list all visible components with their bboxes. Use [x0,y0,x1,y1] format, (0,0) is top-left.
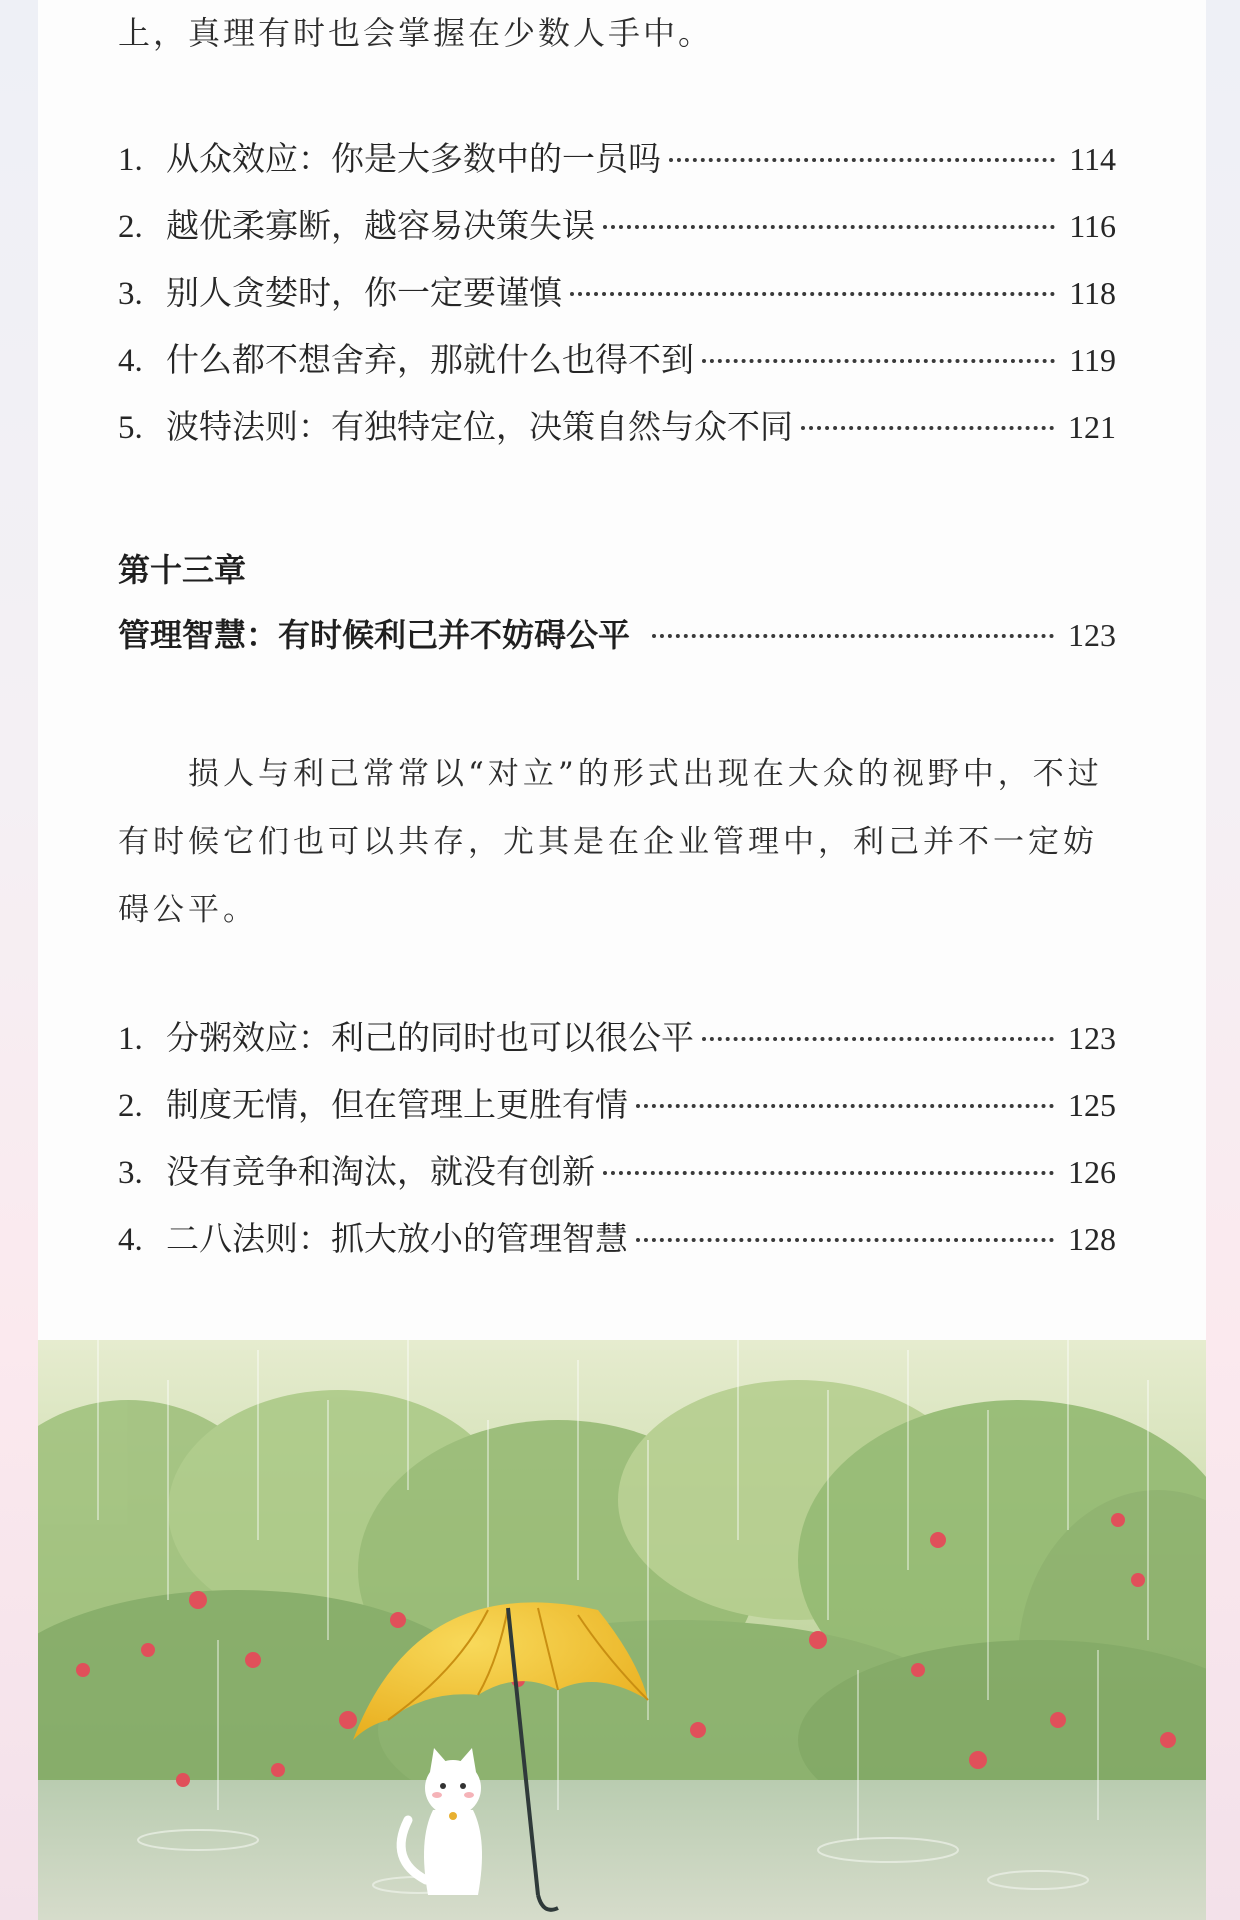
toc-entry-title: 从众效应：你是大多数中的一员吗 [166,139,661,178]
toc-section-a [118,133,1116,468]
toc-entry-number: 2. [118,1088,143,1124]
toc-entry-number: 2. [118,209,143,245]
toc-entry-number: 1. [118,142,143,178]
toc-entry-page: 125 [1068,1087,1116,1123]
toc-entry[interactable] [118,401,1116,468]
toc-entry-title: 越优柔寡断，越容易决策失误 [166,206,595,245]
toc-leader-dots [603,225,1055,229]
chapter-summary: 损人与利己常常以“对立”的形式出现在大众的视野中，不过有时候它们也可以共存，尤其是在企业管理中，利己并不一定妨碍公平。 [118,756,1103,928]
book-page [38,0,1206,1920]
toc-entry-title: 波特法则：有独特定位，决策自然与众不同 [166,407,793,446]
toc-entry[interactable] [118,267,1116,334]
toc-entry-page: 121 [1068,409,1116,445]
toc-entry-number: 3. [118,276,143,312]
toc-leader-dots [603,1171,1054,1175]
rain-cat-illustration [38,1340,1206,1920]
toc-leader-dots [669,158,1055,162]
toc-entry-number: 1. [118,1021,143,1057]
chapter-title: 管理智慧：有时候利己并不妨碍公平 [118,616,631,654]
toc-entry[interactable] [118,334,1116,401]
toc-entry[interactable] [118,133,1116,200]
toc-leader-dots [801,426,1054,430]
chapter-heading[interactable] [118,610,1116,656]
toc-entry-page: 123 [1068,1020,1116,1056]
toc-leader-dots [702,1037,1054,1041]
toc-entry-title: 别人贪婪时，你一定要谨慎 [166,273,562,312]
toc-leader-dots [636,1238,1054,1242]
toc-leader-dots [636,1104,1054,1108]
toc-entry[interactable] [118,1213,1116,1280]
toc-entry-title: 没有竞争和淘汰，就没有创新 [166,1152,595,1191]
intro-line: 上，真理有时也会掌握在少数人手中。 [118,14,714,52]
chapter-page: 123 [1068,617,1116,653]
foliage [38,1380,1206,1840]
toc-entry-page: 118 [1069,275,1116,311]
toc-entry-page: 128 [1068,1221,1116,1257]
toc-leader-dots [652,634,1054,638]
toc-entry-title: 二八法则：抓大放小的管理智慧 [166,1219,628,1258]
toc-entry-number: 5. [118,410,143,446]
toc-entry-page: 114 [1069,141,1116,177]
toc-entry-page: 116 [1069,208,1116,244]
toc-entry-page: 119 [1069,342,1116,378]
toc-entry[interactable] [118,1012,1116,1079]
toc-entry[interactable] [118,1079,1116,1146]
toc-leader-dots [702,359,1055,363]
toc-section-b [118,1012,1116,1280]
toc-entry-number: 3. [118,1155,143,1191]
toc-entry-title: 分粥效应：利己的同时也可以很公平 [166,1018,694,1057]
toc-entry-title: 什么都不想舍弃，那就什么也得不到 [166,340,694,379]
toc-entry[interactable] [118,200,1116,267]
toc-entry[interactable] [118,1146,1116,1213]
toc-entry-page: 126 [1068,1154,1116,1190]
chapter-label: 第十三章 [118,551,247,589]
toc-entry-title: 制度无情，但在管理上更胜有情 [166,1085,628,1124]
toc-leader-dots [570,292,1055,296]
toc-entry-number: 4. [118,343,143,379]
toc-entry-number: 4. [118,1222,143,1258]
